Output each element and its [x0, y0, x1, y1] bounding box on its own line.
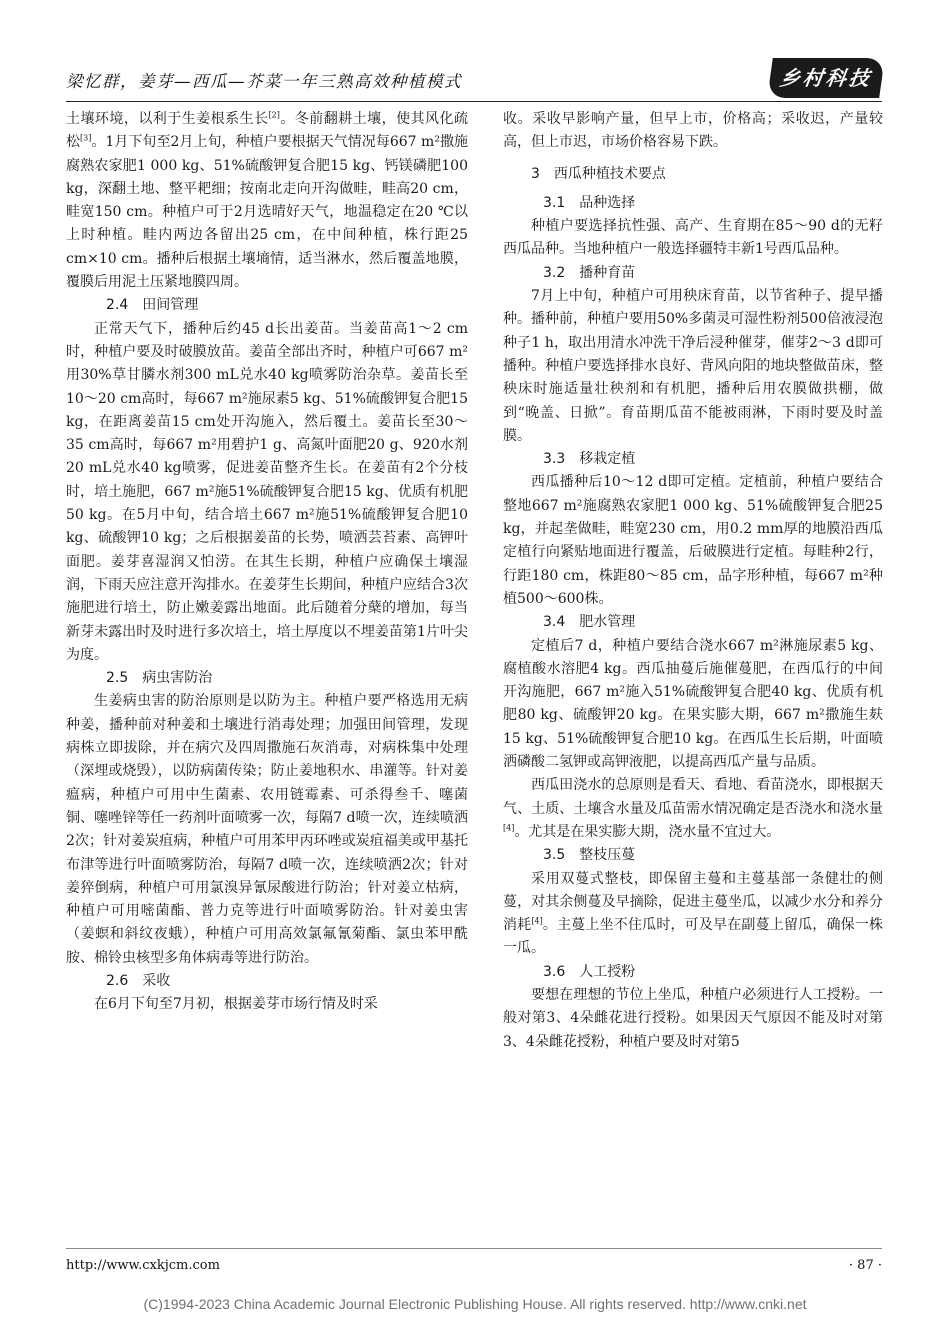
heading-3-5: 3.5 整枝压蔓	[543, 847, 636, 864]
page-number: · 87 ·	[848, 1258, 882, 1273]
header-divider	[66, 101, 882, 102]
footer-divider	[66, 1248, 882, 1249]
heading-3-4: 3.4 肥水管理	[543, 614, 636, 631]
paragraph-pollination: 要想在理想的节位上坐瓜，种植户必须进行人工授粉。一般对第3、4朵雌花进行授粉。如果因天气原因不能及时对第3、4朵雌花授粉，种植户要及时对第5	[503, 986, 883, 1050]
paragraph-transplant: 西瓜播种后10～12 d即可定植。定植前，种植户要结合整地667 m²施腐熟农家肥1 000 kg、51%硫酸钾复合肥25 kg，并起垄做畦，畦宽230 cm，用0.2 mm厚的地膜沿西瓜定植行向紧贴地面进行覆盖，后破膜进行定植。每畦种2行，行距180 cm，株距80～85 cm，品字形种植，每667 m²种植500～600株。	[503, 474, 883, 607]
paragraph-watering: 西瓜田浇水的总原则是看天、看地、看苗浇水，即根据天气、土质、土壤含水量及瓜苗需水情况确定是否浇水和浇水量[4]。尤其是在果实膨大期，浇水量不宜过大。	[503, 777, 883, 840]
heading-2-6: 2.6 采收	[106, 972, 171, 989]
journal-logo: 乡村科技	[767, 58, 885, 98]
citation-marker: [4]	[503, 823, 515, 833]
heading-3-2: 3.2 播种育苗	[543, 264, 636, 281]
paragraph-harvest-cont: 收。采收早影响产量，但早上市，价格高；采收迟，产量较高，但上市迟，市场价格容易下跌。	[503, 111, 883, 151]
citation-marker: [3]	[80, 133, 92, 143]
paragraph-variety: 种植户要选择抗性强、高产、生育期在85～90 d的无籽西瓜品种。当地种植户一般选择疆特丰新1号西瓜品种。	[503, 218, 883, 258]
heading-3-3: 3.3 移栽定植	[543, 451, 636, 468]
copyright-notice: (C)1994-2023 China Academic Journal Electronic Publishing House. All rights reserved. http://www.cnki.net	[143, 1296, 807, 1312]
footer-url[interactable]: http://www.cxkjcm.com	[66, 1258, 220, 1273]
paragraph-pest-control: 生姜病虫害的防治原则是以防为主。种植户要严格选用无病种姜，播种前对种姜和土壤进行消毒处理；加强田间管理，发现病株立即拔除，并在病穴及四周撒施石灰消毒，对病株集中处理（深埋或烧毁），以防病菌传染；防止姜地积水、串灌等。针对姜瘟病，种植户可用中生菌素、农用链霉素、可杀得叁千、噻菌铜、噻唑锌等任一药剂叶面喷雾一次，每隔7 d喷一次，连续喷洒2次；针对姜炭疽病，种植户可用苯甲丙环唑或炭疽福美或甲基托布津等进行叶面喷雾防治，每隔7 d喷一次，连续喷洒2次；针对姜猝倒病，种植户可用氯溴异氰尿酸进行防治；针对姜立枯病，种植户可用嘧菌酯、普力克等进行叶面喷雾防治。针对姜虫害（姜螟和斜纹夜蛾），种植户可用高效氯氟氰菊酯、氯虫苯甲酰胺、棉铃虫核型多角体病毒等进行防治。	[66, 693, 468, 966]
heading-3-1: 3.1 品种选择	[543, 194, 636, 211]
page-header	[66, 58, 882, 100]
running-title: 梁忆群，姜芽—西瓜—芥菜一年三熟高效种植模式	[66, 72, 462, 91]
heading-3-6: 3.6 人工授粉	[543, 963, 636, 980]
paragraph-field-management: 正常天气下，播种后约45 d长出姜苗。当姜苗高1～2 cm时，种植户要及时破膜放苗。姜苗全部出齐时，种植户可667 m²用30%草甘膦水剂300 mL兑水40 kg喷雾防治杂草。姜苗长至10～20 cm高时，每667 m²施尿素5 kg、51%硫酸钾复合肥15 kg，在距离姜苗15 cm处开沟施入，然后覆土。姜苗长至30～35 cm高时，每667 m²用碧护1 g、高氮叶面肥20 g、920水剂20 mL兑水40 kg喷雾，促进姜苗整齐生长。在姜苗有2个分枝时，培土施肥，667 m²施51%硫酸钾复合肥15 kg、优质有机肥50 kg。在5月中旬，结合培土667 m²施51%硫酸钾复合肥10 kg、硫酸钾10 kg；之后根据姜苗的长势，喷洒芸苔素、高钾叶面肥。姜芽喜湿润又怕涝。在其生长期，种植户应确保土壤湿润，下雨天应注意开沟排水。在姜芽生长期间，种植户应结合3次施肥进行培土，防止嫩姜露出地面。此后随着分蘖的增加，每当新芽未露出时及时进行多次培土，培土厚度以不埋姜苗第1片叶尖为度。	[66, 320, 468, 663]
paragraph-harvest: 在6月下旬至7月初，根据姜芽市场行情及时采	[94, 996, 378, 1013]
heading-3: 3 西瓜种植技术要点	[531, 165, 666, 182]
heading-2-4: 2.4 田间管理	[106, 297, 199, 314]
citation-marker: [2]	[268, 110, 280, 120]
heading-2-5: 2.5 病虫害防治	[106, 670, 213, 687]
paragraph-soil: 土壤环境，以利于生姜根系生长[2]。冬前翻耕土壤，使其风化疏松[3]。1月下旬至2月上旬，种植户要根据天气情况每667 m²撒施腐熟农家肥1 000 kg、51%硫酸钾复合肥15 kg、钙镁磷肥100 kg，深翻土地、整平耙细；按南北走向开沟做畦，畦高20 cm，畦宽150 cm。种植户可于2月选晴好天气，地温稳定在20 ℃以上时种植。畦内两边各留出25 cm，在中间种植，株行距25 cm×10 cm。播种后根据土壤墒情，适当淋水，然后覆盖地膜，覆膜后用泥土压紧地膜四周。	[66, 110, 468, 291]
citation-marker: [4]	[531, 916, 543, 926]
paragraph-fertilizer: 定植后7 d，种植户要结合浇水667 m²淋施尿素5 kg、腐植酸水溶肥4 kg。西瓜抽蔓后施催蔓肥，在西瓜行的中间开沟施肥，667 m²施入51%硫酸钾复合肥40 kg、优质有机肥80 kg、硫酸钾20 kg。在果实膨大期，667 m²撒施生麸15 kg、51%硫酸钾复合肥10 kg。在西瓜生长后期，叶面喷洒磷酸二氢钾或高钾液肥，以提高西瓜产量与品质。	[503, 637, 883, 771]
right-column	[503, 108, 883, 1054]
left-column	[66, 108, 468, 1017]
paragraph-pruning: 采用双蔓式整枝，即保留主蔓和主蔓基部一条健壮的侧蔓，对其余侧蔓及早摘除，促进主蔓坐瓜，以减少水分和养分消耗[4]。主蔓上坐不住瓜时，可及早在副蔓上留瓜，确保一株一瓜。	[503, 870, 883, 957]
paragraph-seedling: 7月上中旬，种植户可用秧床育苗，以节省种子、提早播种。播种前，种植户要用50%多菌灵可湿性粉剂500倍液浸泡种子1 h，取出用清水冲洗干净后浸种催芽，催芽2～3 d即可播种。种植户要选择排水良好、背风向阳的地块整做苗床，整秧床时施适量壮秧剂和有机肥，播种后用农膜做拱棚，做到“晚盖、日掀”。育苗期瓜苗不能被雨淋，下雨时要及时盖膜。	[503, 288, 883, 444]
